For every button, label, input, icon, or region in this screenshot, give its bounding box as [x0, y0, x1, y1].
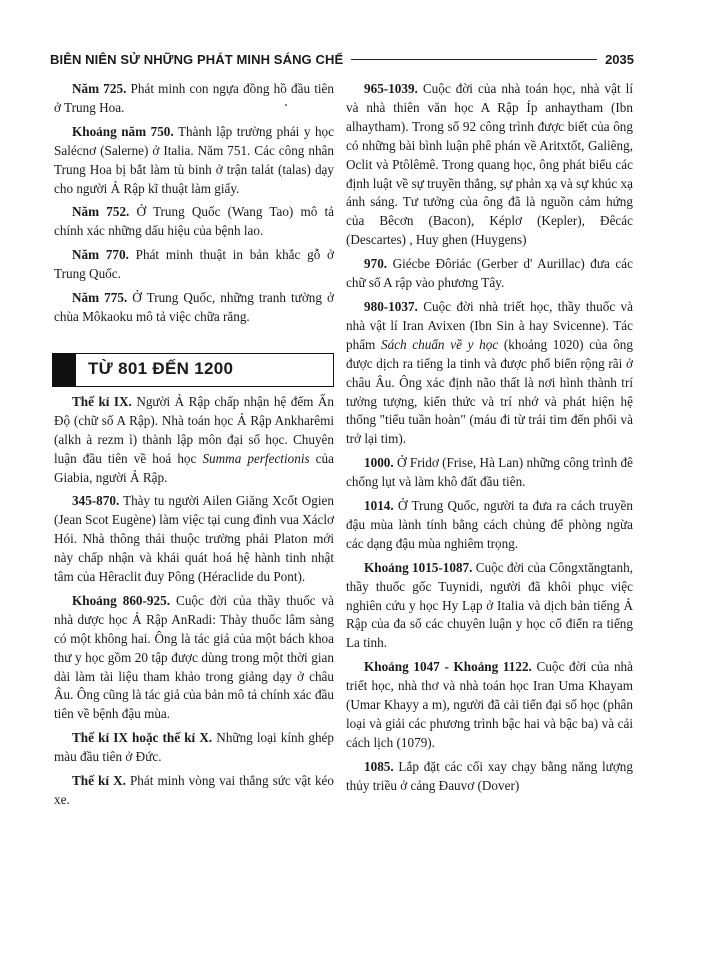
entry-text: Những loại kính ghép màu đầu tiên ở Đức. [54, 730, 334, 765]
entry-text: Phát minh thuật in bản khắc gỗ ở Trung Quốc. [54, 247, 335, 282]
entry-lead: Năm 770. [72, 247, 129, 263]
entry-lead: Khoảng 1047 - Khoảng 1122. [364, 659, 532, 675]
entry-lead: Khoảng năm 750. [72, 123, 174, 139]
entry-text: Ở Trung Quốc, những tranh tường ở chùa Môkaoku mô tả việc chữa răng. [54, 290, 334, 324]
left-entries-bottom [54, 492, 334, 810]
chronology-entry [54, 289, 334, 327]
right-column [346, 80, 633, 801]
right-entries-a [346, 80, 633, 293]
entry-lead: Khoảng 1015-1087. [364, 559, 473, 575]
entry-text: Cuộc đời của nhà triết học, nhà thơ và nhà toán học Iran Uma Khayam (Umar Khayy a m), người đã cải tiến đại số học (phân loại và giải các phương trình bậc hai và bậc ba) và cải cách lịch (1079). [346, 659, 633, 750]
chronology-entry [54, 246, 334, 284]
entry-lead: Năm 752. [72, 204, 130, 220]
right-entries-b [346, 454, 633, 795]
entry-text: Cuộc đời nhà triết học, thầy thuốc và nhà vật lí Iran Avixen (Ibn Sin à hay Svicenne). Tác phẩm [346, 298, 633, 352]
entry-text: Ở Trung Quốc (Wang Tao) mô tả chính xác những dấu hiệu của bệnh lao. [54, 204, 334, 239]
entry-text: của Giabia, người Ả Rập. [54, 450, 334, 485]
book-title-italic: Sách chuẩn về y học [380, 336, 499, 352]
entry-text: (khoảng 1020) của ông được dịch ra tiếng la tinh và được phổ biến rộng rãi ở châu Âu. Ông xác định não thất là nơi hình thành trí tưởng tượng, kiến thức và trí nhớ và phát hiện hệ thống "tiểu tuần hoàn" (máu đi từ trái tim đến phổi và trở lại tim). [346, 336, 633, 447]
entry-text: Cuộc đời của nhà toán học, nhà vật lí và nhà thiên văn học A Rập Íp anhaytham (Ibn alhaytham). Trong số 92 công trình được biết của ông có những bài bình luận phê phán về Aritxtốt, Galiêng, Oclit và Ptôlêmê. Trong quang học, ông phát biểu các định luật về sự truyền thẳng, sự phản xạ và sự khúc xạ ánh sáng. Tư tưởng của ông đã là nguồn cảm hứng của Bêcơn (Bacon), Képlơ (Kepler), Đêcác (Descartes) , Huy ghen (Huygens) [346, 81, 633, 248]
entry-text: Cuộc đời của Côngxtăngtanh, thầy thuốc gốc Tuynidi, người đã khôi phục việc nghiên cứu y học Hy Lạp ở Italia và dịch bản tiếng Ả Rập của đa số các chuyên luận y học cổ điển ra tiếng La tinh. [346, 559, 633, 651]
chronology-entry [54, 772, 334, 810]
book-title-italic: Summa perfectionis [202, 450, 310, 466]
entry-text: Phát minh con ngựa đồng hồ đầu tiên ở Trung Hoa. [54, 81, 334, 115]
entry-text: Ở Trung Quốc, người ta đưa ra cách truyền đậu mùa lành tính bằng cách chủng để phòng ngừa các dạng đậu mùa nghiêm trọng. [346, 498, 633, 551]
entry-lead: Thế kỉ IX hoặc thế kỉ X. [72, 730, 213, 746]
book-title: BIÊN NIÊN SỬ NHỮNG PHÁT MINH SÁNG CHẾ [50, 51, 344, 67]
entry-lead: Thế kỉ IX. [72, 393, 132, 409]
speck [285, 104, 287, 106]
chronology-entry [54, 123, 334, 199]
page-number: 2035 [605, 51, 634, 67]
entry-lead: Thế kỉ X. [72, 773, 126, 789]
chronology-entry [54, 729, 334, 767]
chronology-entry [54, 80, 334, 118]
entry-text: Thành lập trường phái y học Salécnơ (Salerne) ở Italia. Năm 751. Các công nhân Trung Hoa bị bắt làm tù binh ở trận talát (talas) dạy cho người Ả Rập kĩ thuật làm giấy. [54, 123, 334, 196]
chronology-entry [346, 658, 633, 753]
section-marker [52, 353, 76, 387]
entry-lead: 1085. [364, 758, 394, 774]
entry-lead: Năm 775. [72, 290, 128, 306]
chronology-entry [346, 80, 633, 250]
section-title: TỪ 801 ĐẾN 1200 [88, 359, 234, 379]
entry-text: Người Ả Rập chấp nhận hệ đếm Ấn Độ (chữ số A Rập). Nhà toán học Ả Rập Ankharêmi (alkh à rezm ì) thành lập môn đại số học. Chuyên luận đầu tiên về hoá học [54, 393, 335, 466]
section-box [76, 353, 334, 387]
chronology-entry [346, 497, 633, 554]
entry-text: Thày tu người Ailen Giăng Xcốt Ogien (Jean Scot Eugène) làm việc tại cung đình vua Xáclơ Hói. Nhà thông thái thuộc trường phải Platon mới này chấp nhận và khái quát hoá hệ hành tinh nhật tâm của Hêraclit đuy Pông (Héraclide du Pont). [54, 493, 334, 585]
entry-lead: 345-870. [72, 493, 120, 509]
entry-text: Ở Fridơ (Frise, Hà Lan) những công trình đê chống lụt và làm khô đất đầu tiên. [346, 455, 633, 490]
section-heading [52, 353, 334, 387]
entry-lead: 980-1037. [364, 298, 418, 314]
entry-lead: Năm 725. [72, 81, 127, 96]
left-column [54, 80, 334, 815]
entry-980 [346, 298, 633, 449]
chronology-entry [346, 758, 633, 796]
entry-text: Cuộc đời của thầy thuốc và nhà dược học Ả Rập AnRadi: Thày thuốc lâm sàng có một không hai. Ông là tác giả của một bách khoa thư y học gồm 20 tập được dùng trong một thời gian dài làm tài liệu tham khảo trong giảng dạy ở châu Âu. Ông cũng là tác giả của bản mô tả chính xác đầu tiên về bệnh đậu mùa. [54, 592, 334, 722]
running-header [50, 50, 634, 68]
entry-text: Giécbe Đôriác (Gerber d' Aurillac) đưa các chữ số A rập vào phương Tây. [346, 256, 633, 291]
entry-lead: Khoảng 860-925. [72, 592, 170, 608]
entry-lead: 1000. [364, 455, 394, 471]
left-entries-top [54, 80, 334, 327]
entry-ix [54, 393, 334, 488]
chronology-entry [346, 454, 633, 492]
header-rule [351, 59, 597, 60]
chronology-entry [54, 203, 334, 241]
chronology-entry [54, 592, 334, 724]
chronology-entry [54, 492, 334, 587]
entry-lead: 1014. [364, 498, 394, 514]
entry-lead: 970. [364, 256, 388, 272]
chronology-entry [346, 255, 633, 293]
chronology-entry [346, 559, 633, 654]
entry-text: Phát minh vòng vai thắng sức vật kéo xe. [54, 773, 334, 807]
entry-lead: 965-1039. [364, 81, 418, 96]
entry-text: Lắp đặt các cối xay chạy bằng năng lượng thủy triều ở cảng Đauvơ (Dover) [346, 758, 633, 793]
